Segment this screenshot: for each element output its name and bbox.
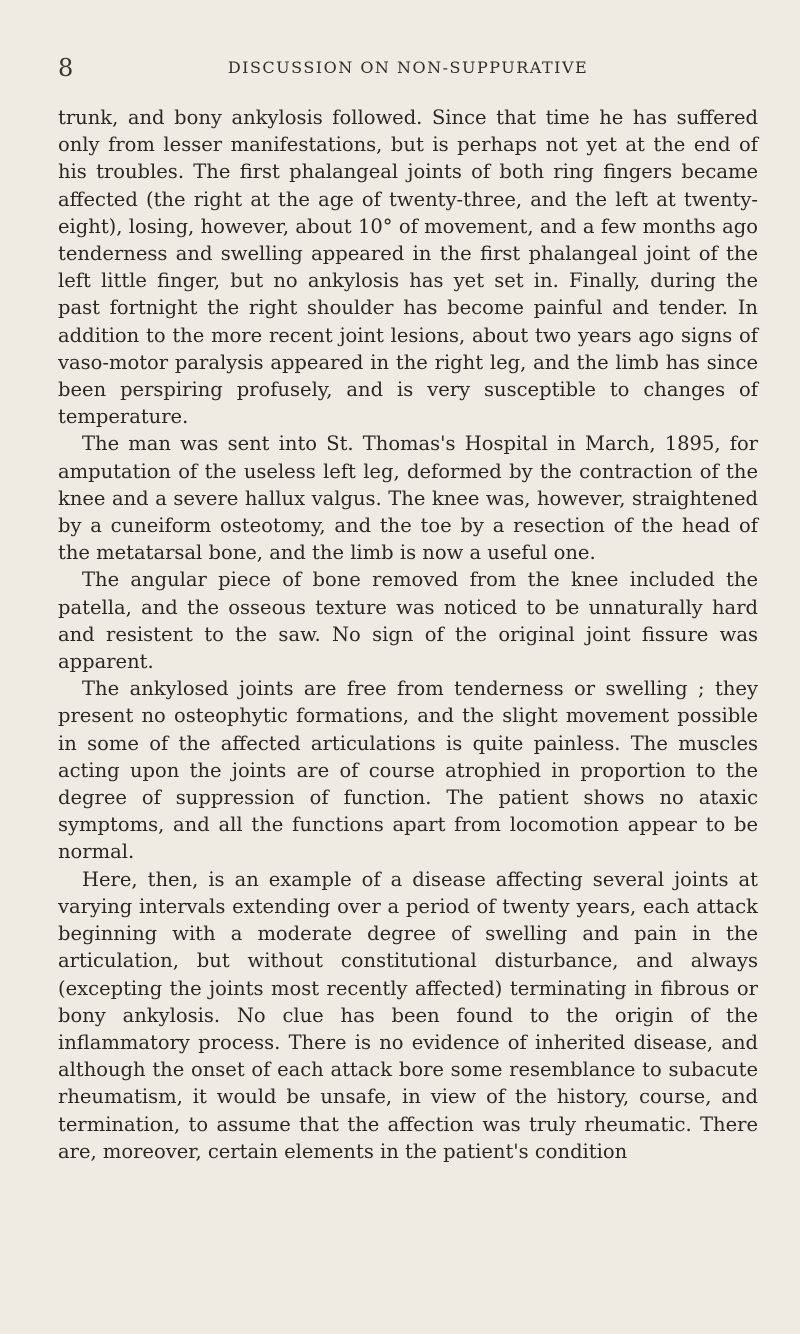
paragraph: The man was sent into St. Thomas's Hospital in March, 1895, for amputation of the useless left leg, deformed by the contraction of the knee and a severe hallux valgus. The knee was, however, straightened by a cuneiform osteotomy, and the toe by a resection of the head of the metatarsal bone, and the limb is now a useful one.	[58, 432, 758, 565]
page-number: 8	[58, 54, 74, 82]
paragraph: trunk, and bony ankylosis followed. Since that time he has suffered only from lesser manifestations, but is perhaps not yet at the end of his troubles. The first phalangeal joints of both ring fingers became affected (the right at the age of twenty-three, and the left at twenty-eight), losing, however, about 10° of movement, and a few months ago tenderness and swelling appeared in the first phalangeal joint of the left little finger, but no ankylosis has yet set in. Finally, during the past fortnight the right shoulder has become painful and tender. In addition to the more recent joint lesions, about two years ago signs of vaso-motor paralysis appeared in the right leg, and the limb has since been perspiring profusely, and is very susceptible to changes of temperature.	[58, 106, 758, 429]
paragraph: Here, then, is an example of a disease affecting several joints at varying intervals extending over a period of twenty years, each attack beginning with a moderate degree of swelling and pain in the articulation, but without constitutional disturbance, and always (excepting the joints most recently affected) terminating in fibrous or bony ankylosis. No clue has been found to the origin of the inflammatory process. There is no evidence of inherited disease, and although the onset of each attack bore some resemblance to subacute rheumatism, it would be unsafe, in view of the history, course, and termination, to assume that the affection was truly rheumatic. There are, moreover, certain elements in the patient's condition	[58, 867, 758, 1163]
paragraph: The angular piece of bone removed from the knee included the patella, and the osseous texture was noticed to be unnaturally hard and resistent to the saw. No sign of the original joint fissure was apparent.	[58, 568, 758, 674]
paragraph: The ankylosed joints are free from tenderness or swelling ; they present no osteophytic formations, and the slight movement possible in some of the affected articulations is quite painless. The muscles acting upon the joints are of course atrophied in proportion to the degree of suppression of function. The patient shows no ataxic symptoms, and all the functions apart from locomotion appear to be normal.	[58, 677, 758, 864]
running-head: DISCUSSION ON NON-SUPPURATIVE	[227, 58, 589, 77]
body-text	[58, 104, 758, 1165]
page-header	[58, 54, 758, 88]
